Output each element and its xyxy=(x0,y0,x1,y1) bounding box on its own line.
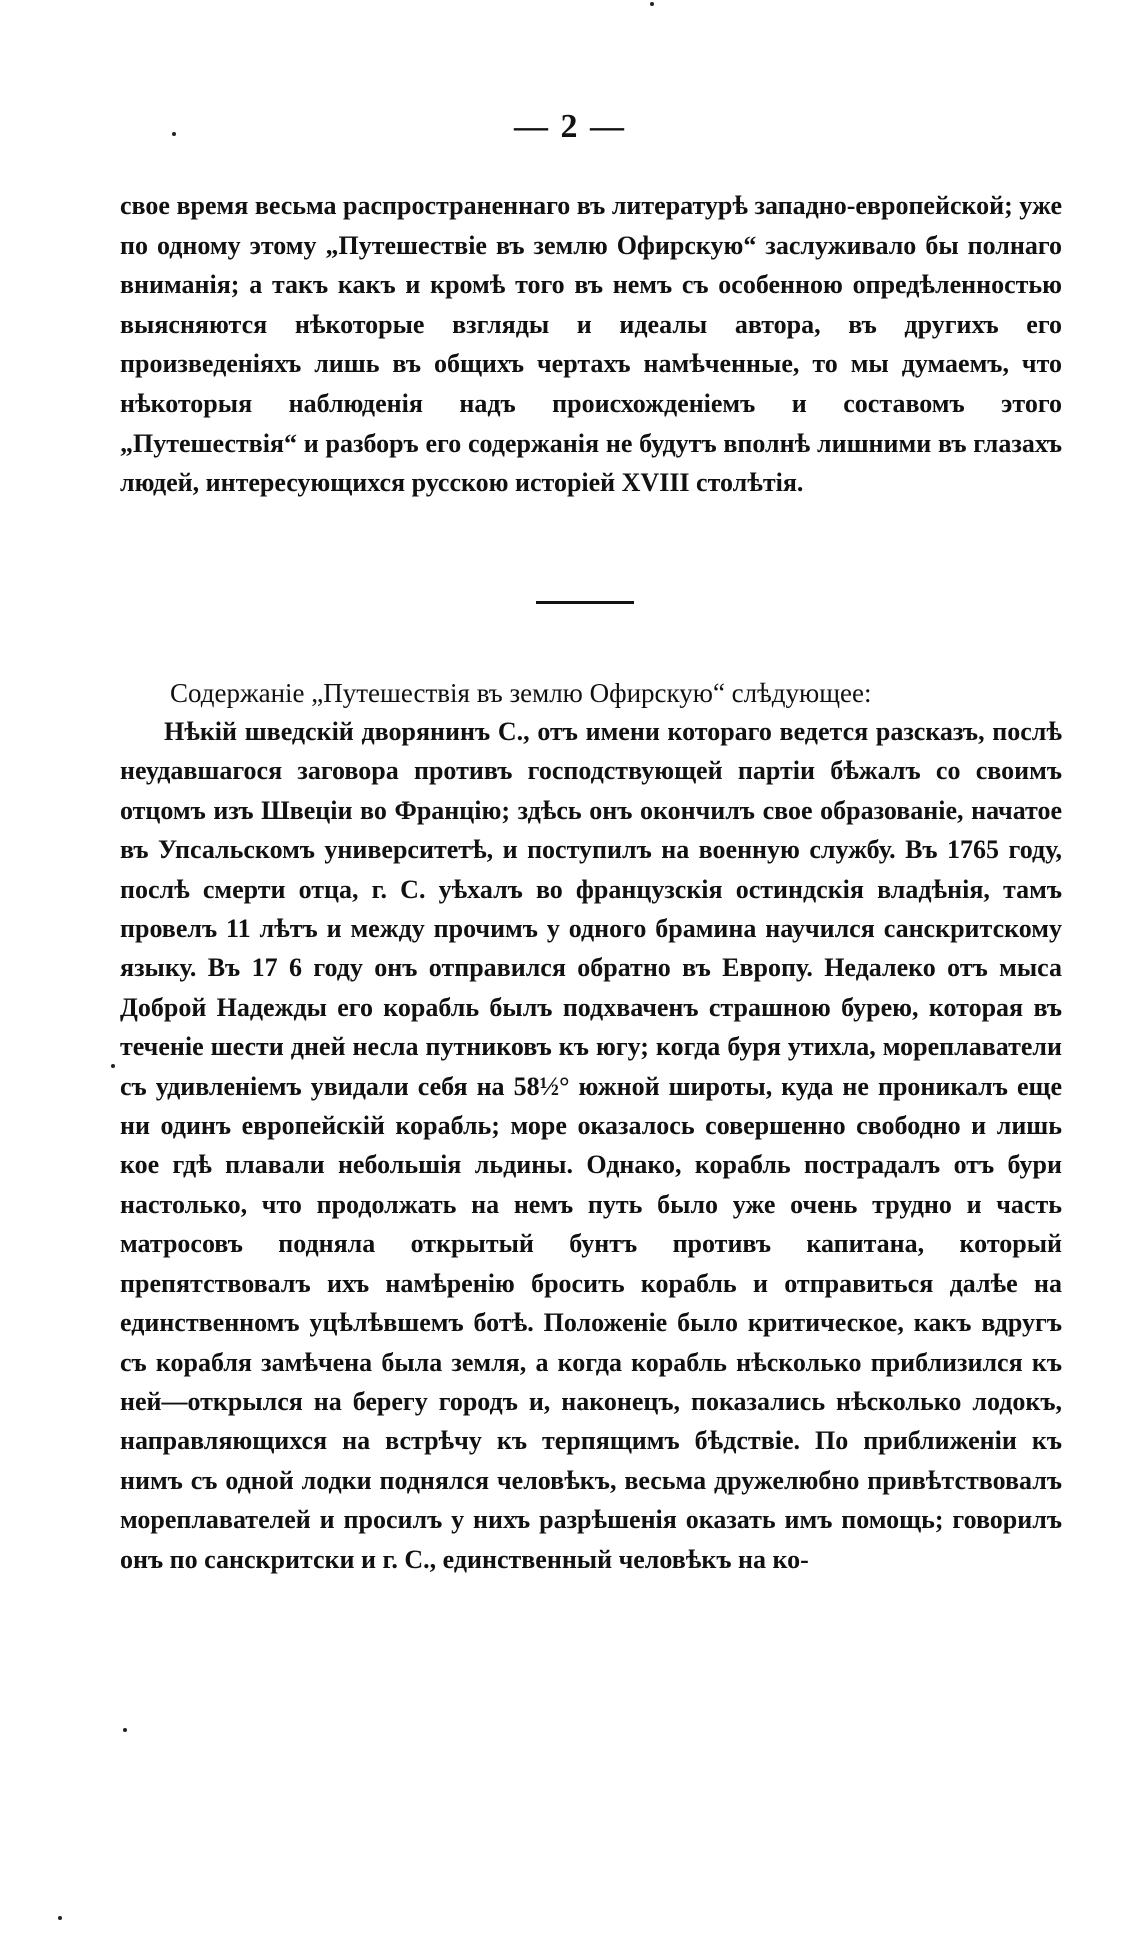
paragraph-summary: Нѣкій шведскій дворянинъ С., отъ имени котораго ведется разсказъ, послѣ неудавшагося заговора противъ господствующей партіи бѣжалъ со своимъ отцомъ изъ Швеціи во Францію; здѣсь онъ окончилъ свое образованіе, начатое въ Упсальскомъ университетѣ, и поступилъ на военную службу. Въ 1765 году, послѣ смерти отца, г. С. уѣхалъ во французскія остиндскія владѣнія, тамъ провелъ 11 лѣтъ и между прочимъ у одного брамина научился санскритскому языку. Въ 17 6 году онъ отправился обратно въ Европу. Недалеко отъ мыса Доброй Надежды его корабль былъ подхваченъ страшною бурею, которая въ теченіе шести дней несла путниковъ къ югу; когда буря утихла, мореплаватели съ удивленіемъ увидали себя на 58½° южной широты, куда не проникалъ еще ни одинъ европейскій корабль; море оказалось совершенно свободно и лишь кое гдѣ плавали небольшія льдины. Однако, корабль пострадалъ отъ бури настолько, что продолжать на немъ путь было уже очень трудно и часть матросовъ подняла открытый бунтъ противъ капитана, который препятствовалъ ихъ намѣренію бросить корабль и отправиться далѣе на единственномъ уцѣлѣвшемъ ботѣ. Положеніе было критическое, какъ вдругъ съ корабля замѣчена была земля, а когда корабль нѣсколько приблизился къ ней—открылся на берегу городъ и, наконецъ, показались нѣсколько лодокъ, направляющихся на встрѣчу къ терпящимъ бѣдствіе. По приближеніи къ нимъ съ одной лодки поднялся человѣкъ, весьма дружелюбно привѣтствовалъ мореплавателей и просилъ у нихъ разрѣшенія оказать имъ помощь; говорилъ онъ по санскритски и г. С., единственный человѣкъ на ко- xyxy=(120,717,1062,1574)
scan-speck xyxy=(172,132,176,136)
scan-speck xyxy=(58,1916,62,1920)
page-number: — 2 — xyxy=(514,108,626,145)
paragraph-continuation: свое время весьма распространеннаго въ литературѣ западно-европейской; уже по одному этому „Путешествіе въ землю Офирскую“ заслуживало бы полнаго вниманія; а такъ какъ и кромѣ того въ немъ съ особенною опредѣленностью выясняются нѣкоторые взгляды и идеалы автора, въ другихъ его произведеніяхъ лишь въ общихъ чертахъ намѣченные, то мы думаемъ, что нѣкоторыя наблюденія надъ происхожденіемъ и составомъ этого „Путешествія“ и разборъ его содержанія не будутъ вполнѣ лишними въ глазахъ людей, интересующихся русскою исторіей XVIII столѣтія. xyxy=(120,191,1062,498)
scan-speck xyxy=(111,1064,115,1068)
section-divider xyxy=(536,601,634,604)
scan-speck xyxy=(650,2,654,6)
scan-speck xyxy=(123,1728,127,1732)
section-intro-line: Содержаніе „Путешествія въ землю Офирскую“ слѣдующее: xyxy=(170,678,872,708)
